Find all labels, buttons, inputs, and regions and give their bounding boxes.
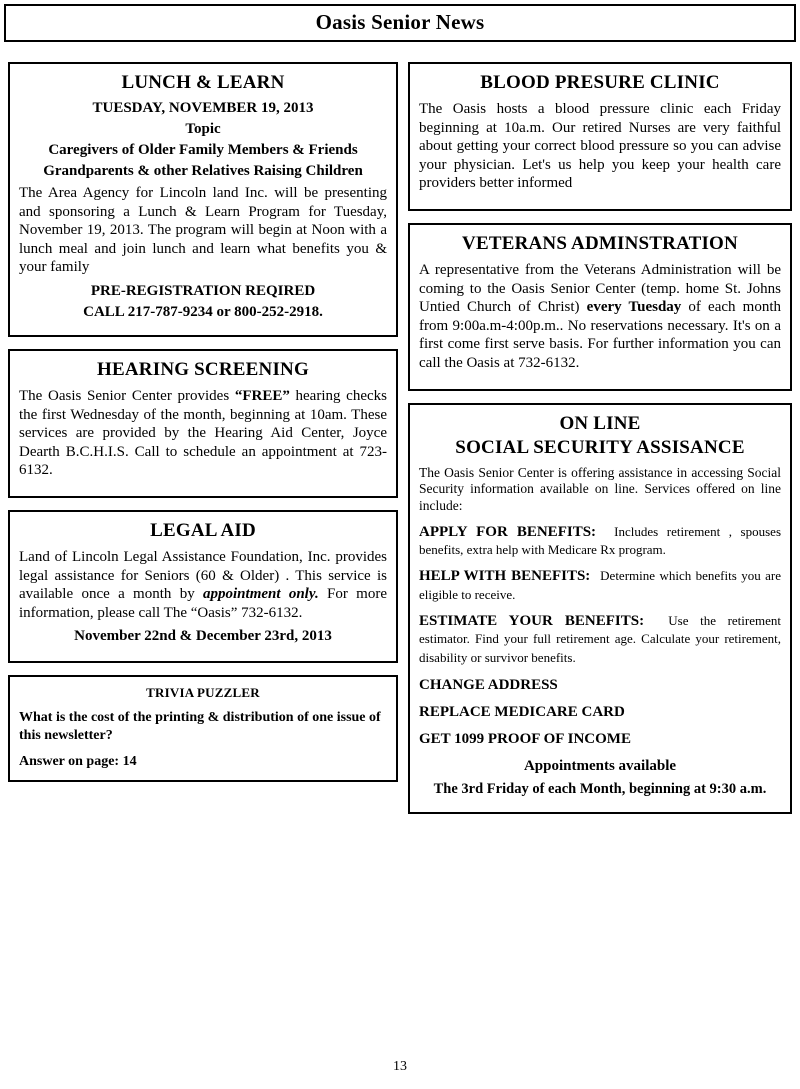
benefit-item [419, 612, 781, 667]
lunch-learn-topic-2: Grandparents & other Relatives Raising Children [43, 163, 363, 179]
veterans-body [419, 261, 781, 373]
schedule-line: The 3rd Friday of each Month, beginning at 9:30 a.m. [433, 780, 767, 797]
legal-aid-body-pre: Land of Lincoln Legal Assistance Foundation, Inc. provides legal assistance for Seniors (60 & Older) . This service is available once a month by [19, 548, 387, 603]
masthead [4, 4, 796, 42]
veterans-body-pre: A representative from the Veterans Administration will be coming to the Oasis Senior Center (temp. home St. Johns Untied Church of Christ) [419, 261, 781, 316]
lunch-learn-date: TUESDAY, NOVEMBER 19, 2013 [92, 100, 314, 116]
veterans-body-bold: every Tuesday [586, 299, 682, 316]
hearing-body-pre: The Oasis Senior Center provides [19, 387, 235, 404]
page-title: Oasis Senior News [315, 10, 485, 34]
lunch-learn-call-line: CALL 217-787-9234 or 800-252-2918. [83, 303, 323, 320]
hearing-body-bold: “FREE” [234, 387, 290, 404]
lunch-learn-title: LUNCH & LEARN [121, 72, 285, 93]
benefit-desc: Includes retirement , spouses benefits, extra help with Medicare Rx program. [419, 523, 782, 558]
benefit-label: HELP WITH BENEFITS: [419, 568, 591, 585]
section-blood-pressure-clinic [408, 62, 792, 211]
veterans-title: VETERANS ADMINSTRATION [462, 232, 738, 254]
trivia-answer-line: Answer on page: 14 [19, 754, 137, 770]
legal-aid-body-emphasis: appointment only. [203, 586, 319, 603]
benefit-desc: Determine which benefits you are eligible to receive. [419, 568, 782, 602]
lunch-learn-topic-label: Topic [185, 121, 221, 137]
social-security-title-line2: SOCIAL SECURITY ASSISANCE [455, 436, 745, 458]
page-number: 13 [393, 1059, 407, 1074]
section-social-security [408, 403, 792, 814]
lunch-learn-topic-1: Caregivers of Older Family Members & Friends [48, 142, 358, 158]
legal-aid-body-post: For more information, please call The “Oasis” 732-6132. [19, 586, 387, 621]
service-line: GET 1099 PROOF OF INCOME [419, 730, 631, 747]
section-legal-aid [8, 510, 398, 663]
social-security-intro: The Oasis Senior Center is offering assistance in accessing Social Security information available on line. Services offered on line include: [419, 464, 781, 513]
hearing-body-post: hearing checks the first Wednesday of the month, beginning at 10am. These services are provided by the Hearing Aid Center, Joyce Dearth B.C.H.I.S. Call to schedule an appointment at 723-6132. [19, 387, 387, 479]
newsletter-page [0, 4, 800, 1074]
service-line: CHANGE ADDRESS [419, 676, 558, 693]
benefit-desc: Use the retirement estimator. Find your full retirement age. Calculate your retirement, disability or survivor benefits. [419, 612, 781, 665]
appointments-line: Appointments available [523, 757, 677, 774]
columns [0, 42, 800, 826]
hearing-body [19, 387, 387, 480]
legal-aid-dates: November 22nd & December 23rd, 2013 [74, 628, 332, 645]
trivia-title: TRIVIA PUZZLER [146, 685, 260, 701]
benefit-label: ESTIMATE YOUR BENEFITS: [419, 612, 645, 629]
benefit-label: APPLY FOR BENEFITS: [419, 523, 597, 540]
lunch-learn-body: The Area Agency for Lincoln land Inc. will be presenting and sponsoring a Lunch & Learn Program for Tuesday, November 19, 2013. The program will begin at Noon with a lunch meal and join lunch and learn what benefits you & your family [19, 185, 387, 276]
legal-aid-title: LEGAL AID [150, 519, 256, 541]
legal-aid-body [19, 548, 387, 622]
section-lunch-and-learn [8, 62, 398, 337]
left-column [8, 62, 398, 794]
veterans-body-post: of each month from 9:00a.m-4:00p.m.. No reservations necessary. It's on a first come first serve basis. For further information you can call the Oasis at 732-6132. [419, 299, 781, 371]
section-veterans-administration [408, 223, 792, 391]
benefit-item [419, 567, 781, 604]
blood-pressure-title: BLOOD PRESURE CLINIC [480, 72, 720, 93]
blood-pressure-body: The Oasis hosts a blood pressure clinic each Friday beginning at 10a.m. Our retired Nurses are very faithful about getting your correct blood pressure so you can advise your physician. Let's us help you keep your health care providers better informed [419, 101, 781, 192]
hearing-title: HEARING SCREENING [97, 358, 309, 380]
section-hearing-screening [8, 349, 398, 498]
lunch-learn-preregistration: PRE-REGISTRATION REQIRED [90, 282, 316, 299]
trivia-question: What is the cost of the printing & distribution of one issue of this newsletter? [19, 710, 381, 743]
benefit-item [419, 523, 781, 560]
right-column [408, 62, 792, 826]
section-trivia-puzzler [8, 675, 398, 782]
service-line: REPLACE MEDICARE CARD [419, 703, 625, 720]
social-security-title-line1: ON LINE [559, 412, 641, 434]
